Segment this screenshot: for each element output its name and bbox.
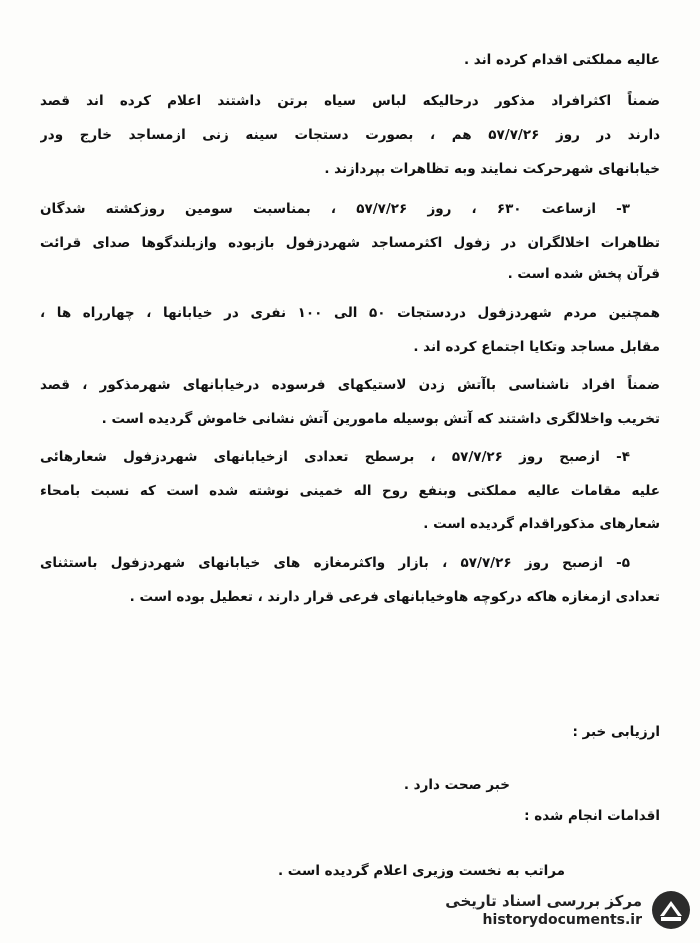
evaluation-label: ارزیابی خبر : xyxy=(572,724,660,740)
actions-value: مراتب به نخست وزیری اعلام گردیده است . xyxy=(277,863,565,879)
body-line-4: خیابانهای شهرحرکت نمایند وبه تظاهرات بپردازند . xyxy=(324,161,660,177)
body-line-16: تعدادی ازمغازه هاکه درکوچه هاوخیابانهای فرعی قرار دارند ، تعطیل بوده است . xyxy=(129,589,660,605)
watermark-name: مرکز بررسی اسناد تاریخی xyxy=(445,892,642,910)
evaluation-value: خبر صحت دارد . xyxy=(403,777,510,793)
body-line-9: مقابل مساجد وتکایا اجتماع کرده اند . xyxy=(413,339,660,355)
body-line-6: تظاهرات اخلالگران در زفول اکثرمساجد شهردزفول بازبوده وازبلندگوها صدای قرائت xyxy=(40,235,660,251)
watermark xyxy=(402,883,692,937)
body-line-12: ۴- ازصبح روز ۵۷/۷/۲۶ ، برسطح تعدادی ازخیابانهای شهردزفول شعارهائی xyxy=(40,449,630,465)
body-line-8: همچنین مردم شهردزفول دردستجات ۵۰ الی ۱۰۰ نفری در خیابانها ، چهارراه ها ، xyxy=(40,305,660,321)
archive-logo-icon xyxy=(650,889,692,931)
body-line-5: ۳- ازساعت ۶۳۰ ، روز ۵۷/۷/۲۶ ، بمناسبت سومین روزکشته شدگان xyxy=(40,201,630,217)
body-line-7: قرآن پخش شده است . xyxy=(507,266,660,282)
actions-label: اقدامات انجام شده : xyxy=(524,808,660,824)
body-line-10: ضمناً افراد ناشناسی باآتش زدن لاستیکهای فرسوده درخیابانهای شهرمذکور ، قصد xyxy=(40,377,660,393)
watermark-text xyxy=(445,891,642,929)
body-line-2: ضمناً اکثرافراد مذکور درحالیکه لباس سیاه برتن داشتند اعلام کرده اند قصد xyxy=(40,93,660,109)
body-line-1: عالیه مملکتی اقدام کرده اند . xyxy=(463,52,660,68)
body-line-14: شعارهای مذکوراقدام گردیده است . xyxy=(423,516,660,532)
body-line-13: علیه مقامات عالیه مملکتی وبنفع روح اله خمینی نوشته شده است که نسبت بامحاء xyxy=(40,483,660,499)
watermark-url[interactable]: historydocuments.ir xyxy=(482,912,642,928)
body-line-11: تخریب واخلالگری داشتند که آتش بوسیله مامورین آتش نشانی خاموش گردیده است . xyxy=(101,411,660,427)
body-line-15: ۵- ازصبح روز ۵۷/۷/۲۶ ، بازار واکثرمغازه های خیابانهای شهردزفول باستثنای xyxy=(40,555,630,571)
body-line-3: دارند در روز ۵۷/۷/۲۶ هم ، بصورت دستجات سینه زنی ازمساجد خارج ودر xyxy=(40,127,660,143)
